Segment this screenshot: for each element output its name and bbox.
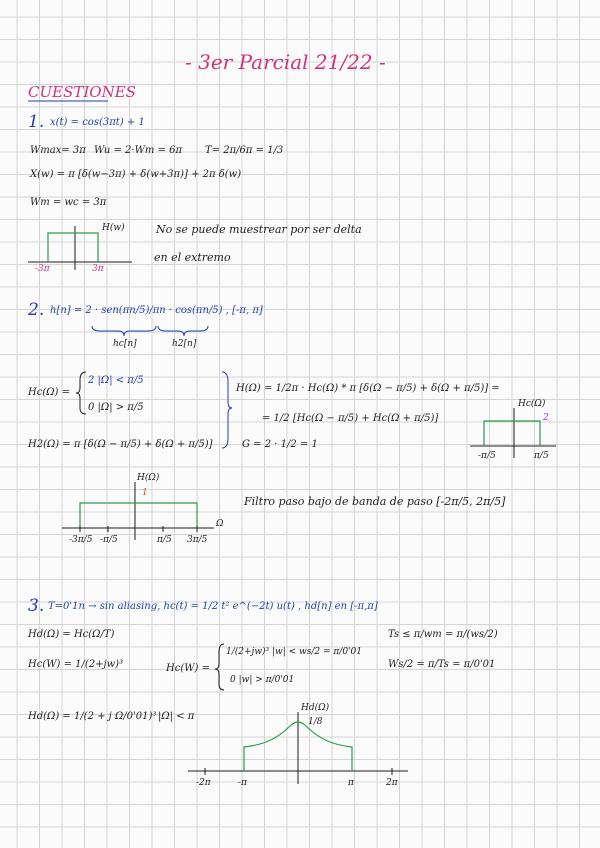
q3-tick-0: -2π (196, 778, 211, 788)
q3-hc-piecewise: Hc(W) = (166, 663, 210, 674)
q2-gain: G = 2 · 1/2 = 1 (242, 439, 318, 450)
q2-h2-label: h2[n] (172, 339, 197, 349)
q2-tick-2: π/5 (157, 535, 172, 545)
q1-graph-label: H(w) (102, 223, 125, 233)
q1-cutoff: Wm = wc = 3π (30, 197, 107, 208)
q1-note-line1: No se puede muestrear por ser delta (156, 223, 362, 236)
q3-ws-relation: Ws/2 = π/Ts = π/0'01 (388, 659, 496, 670)
q1-tick-right: 3π (92, 264, 104, 274)
q1-line-period: T= 2π/6π = 1/3 (205, 145, 284, 156)
q2-small-graph-value: 2 (543, 413, 549, 423)
q2-expression: h[n] = 2 · sen(πn/5)/πn · cos(πn/5) , [-π, π] (50, 305, 263, 316)
q1-note-line2: en el extremo (154, 251, 231, 264)
q2-tick-0: -3π/5 (69, 535, 93, 545)
q3-hc-transform: Hc(W) = 1/(2+jw)³ (28, 659, 124, 670)
q1-number: 1. (28, 112, 45, 132)
q2-axis-label: Ω (216, 519, 224, 529)
q3-hd-relation: Hd(Ω) = Hc(Ω/T) (28, 629, 115, 640)
q3-sampling-period: Ts ≤ π/wm = π/(ws/2) (388, 629, 498, 640)
q2-tick-1: -π/5 (100, 535, 118, 545)
q3-graph-peak: 1/8 (308, 717, 323, 727)
q3-expression: T=0'1n → sin aliasing, hc(t) = 1/2 t² e^(−2t) u(t) , hd[n] en [-π,π] (48, 601, 378, 612)
q3-number: 3. (28, 596, 45, 616)
q2-number: 2. (28, 300, 45, 320)
q1-spectrum: X(w) = π [δ(w−3π) + δ(w+3π)] + 2π δ(w) (30, 169, 242, 180)
q3-case2: 0 |w| > π/0'01 (230, 675, 295, 685)
q3-hd-result: Hd(Ω) = 1/(2 + j Ω/0'01)³ (28, 711, 157, 722)
q2-hc-definition: Hc(Ω) = (28, 387, 70, 398)
q2-case2: 0 |Ω| > π/5 (88, 402, 144, 413)
q3-tick-2: π (348, 778, 354, 788)
q3-tick-3: 2π (386, 778, 398, 788)
q2-small-tick-right: π/5 (534, 451, 549, 461)
section-heading: CUESTIONES (28, 83, 136, 101)
q1-signal: x(t) = cos(3πt) + 1 (50, 117, 145, 128)
q1-line-wmax: Wmax= 3π (30, 145, 86, 156)
q2-convolution-2: = 1/2 [Hc(Ω − π/5) + Hc(Ω + π/5)] (262, 413, 439, 424)
q2-big-graph-label: H(Ω) (137, 473, 160, 483)
page-title: - 3er Parcial 21/22 - (185, 50, 386, 74)
q2-tick-3: 3π/5 (187, 535, 208, 545)
q2-convolution-1: H(Ω) = 1/2π · Hc(Ω) * π [δ(Ω − π/5) + δ(Ω + π/5)] = (236, 383, 500, 394)
q2-small-tick-left: -π/5 (478, 451, 496, 461)
q2-h2-definition: H2(Ω) = π [δ(Ω − π/5) + δ(Ω + π/5)] (28, 439, 213, 450)
q2-big-graph-value: 1 (142, 488, 148, 498)
q3-case1: 1/(2+jw)³ |w| < ws/2 = π/0'01 (226, 647, 362, 657)
q3-graph-label: Hd(Ω) (301, 703, 330, 713)
q2-small-graph-label: Hc(Ω) (518, 399, 546, 409)
q3-tick-1: -π (238, 778, 247, 788)
q1-line-wu: Wu = 2·Wm = 6π (94, 145, 183, 156)
q3-condition: |Ω| < π (158, 711, 195, 722)
q1-tick-left: -3π (35, 264, 50, 274)
q2-filter-conclusion: Filtro paso bajo de banda de paso [-2π/5, 2π/5] (244, 495, 506, 508)
q2-hc-label: hc[n] (113, 339, 137, 349)
q2-case1: 2 |Ω| < π/5 (88, 375, 144, 386)
